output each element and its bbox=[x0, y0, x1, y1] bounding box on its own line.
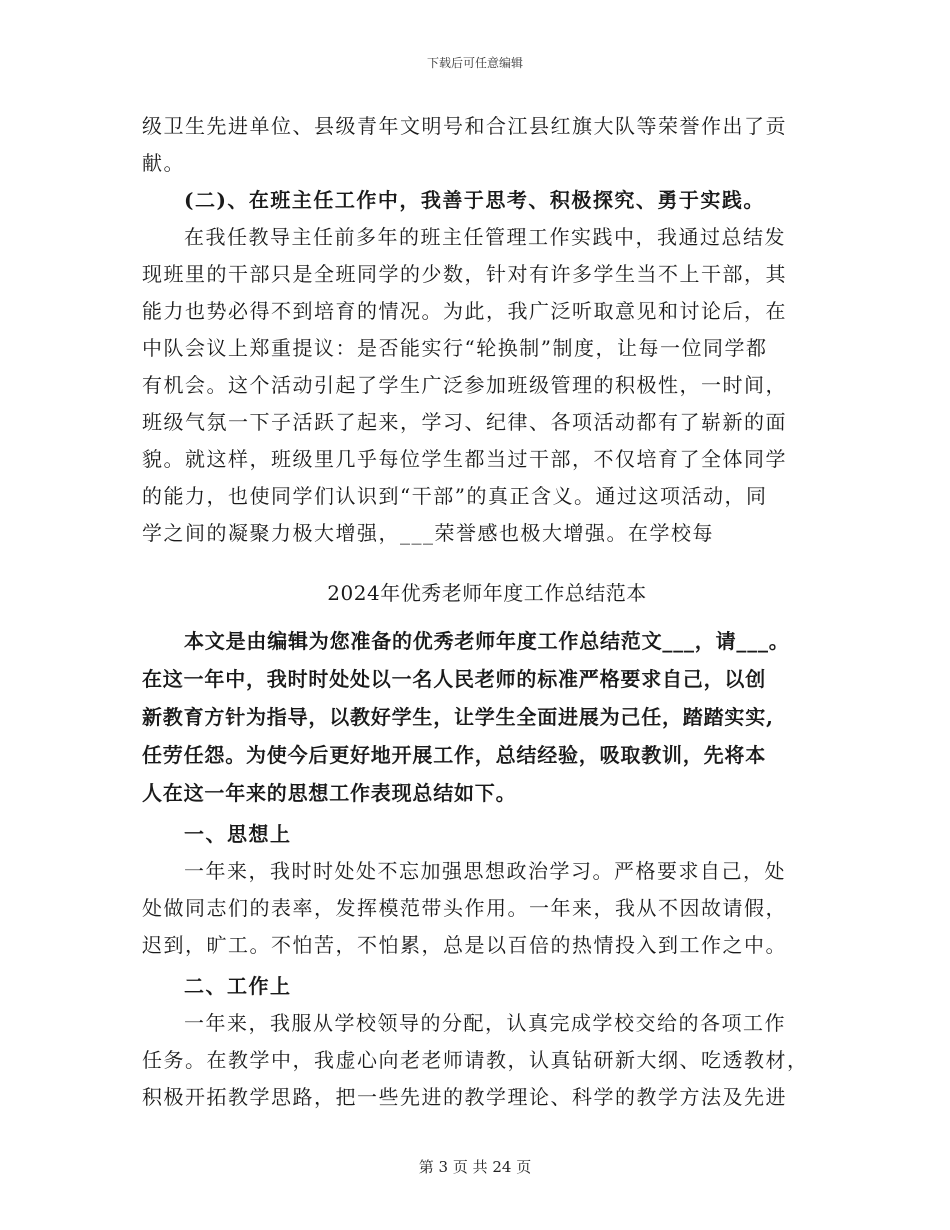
intro-line: 新教育方针为指导，以教好学生，让学生全面进展为己任，踏踏实实, bbox=[142, 705, 774, 729]
body-line: 有机会。这个活动引起了学生广泛参加班级管理的积极性，一时间， bbox=[142, 373, 787, 397]
body-line: 处做同志们的表率，发挥模范带头作用。一年来，我从不因故请假， bbox=[142, 896, 787, 920]
intro-line: 人在这一年来的思想工作表现总结如下。 bbox=[142, 781, 517, 805]
body-line: 迟到，旷工。不怕苦，不怕累，总是以百倍的热情投入到工作之中。 bbox=[142, 933, 787, 957]
intro-line: 任劳任怨。为使今后更好地开展工作，总结经验，吸取教训，先将本 bbox=[142, 743, 766, 767]
body-line: 一年来，我时时处处不忘加强思想政治学习。严格要求自己，处 bbox=[184, 859, 786, 883]
document-body bbox=[142, 108, 832, 1116]
body-line: 现班里的干部只是全班同学的少数，针对有许多学生当不上干部，其 bbox=[142, 262, 787, 286]
body-line: 学之间的凝聚力极大增强，___荣誉感也极大增强。在学校每 bbox=[142, 521, 714, 545]
section-heading: (二)、在班主任工作中，我善于思考、积极探究、勇于实践。 bbox=[184, 188, 765, 212]
document-title: 2024年优秀老师年度工作总结范本 bbox=[327, 581, 647, 605]
part1-heading: 一、思想上 bbox=[184, 822, 292, 846]
intro-line: 本文是由编辑为您准备的优秀老师年度工作总结范文___，请___。 bbox=[184, 629, 790, 653]
page-header: 下载后可任意编辑 bbox=[426, 56, 523, 70]
intro-paragraph bbox=[142, 622, 832, 812]
body-line: 任务。在教学中，我虚心向老老师请教，认真钻研新大纲、吃透教材， bbox=[142, 1048, 809, 1072]
body-line: 一年来，我服从学校领导的分配，认真完成学校交给的各项工作 bbox=[184, 1011, 786, 1035]
body-line: 在我任教导主任前多年的班主任管理工作实践中，我通过总结发 bbox=[184, 225, 786, 249]
body-line: 积极开拓教学思路，把一些先进的教学理论、科学的教学方法及先进 bbox=[142, 1085, 787, 1109]
body-line: 貌。就这样，班级里几乎每位学生都当过干部，不仅培育了全体同学 bbox=[142, 447, 787, 471]
page-number: 第 3 页 共 24 页 bbox=[418, 1158, 532, 1176]
part2-heading: 二、工作上 bbox=[184, 974, 292, 998]
body-line: 中队会议上郑重提议：是否能实行“轮换制”制度，让每一位同学都 bbox=[142, 336, 768, 360]
body-line: 献。 bbox=[142, 151, 185, 175]
intro-line: 在这一年中，我时时处处以一名人民老师的标准严格要求自己，以创 bbox=[142, 667, 766, 691]
body-line: 能力也势必得不到培育的情况。为此，我广泛听取意见和讨论后，在 bbox=[142, 299, 787, 323]
body-line: 级卫生先进单位、县级青年文明号和合江县红旗大队等荣誉作出了贡 bbox=[142, 114, 787, 138]
body-line: 班级气氛一下子活跃了起来，学习、纪律、各项活动都有了崭新的面 bbox=[142, 410, 787, 434]
body-line: 的能力，也使同学们认识到“干部”的真正含义。通过这项活动，同 bbox=[142, 484, 768, 508]
